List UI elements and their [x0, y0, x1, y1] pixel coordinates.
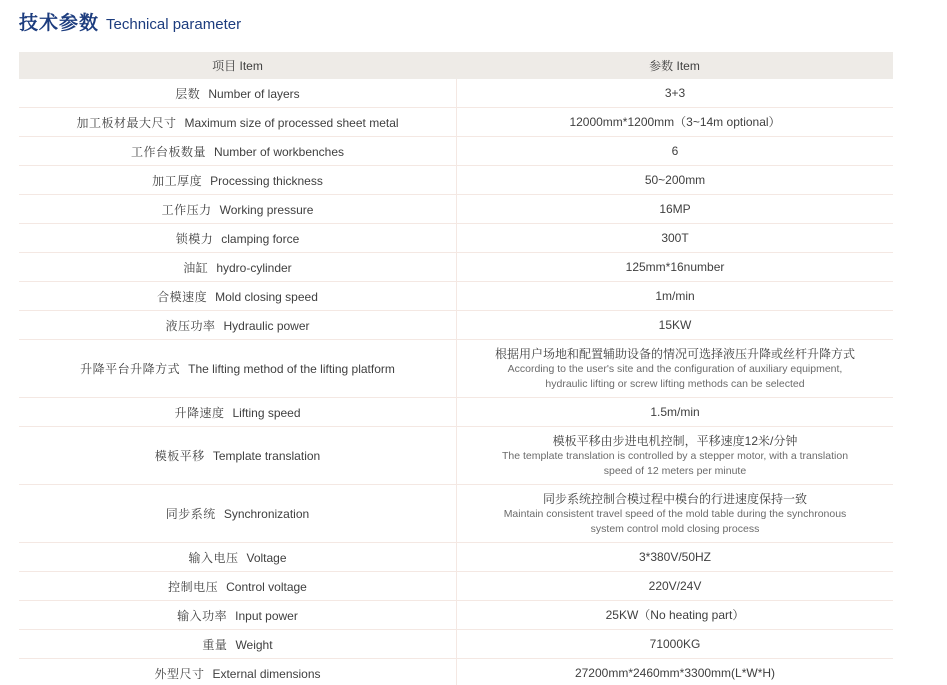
- value-cell: [456, 659, 893, 685]
- item-label: [174, 404, 300, 421]
- item-label-cn: 工作压力: [161, 202, 212, 217]
- value-cell: [456, 485, 893, 542]
- item-label-en: hydro-cylinder: [216, 260, 292, 275]
- item-label-cn: 锁模力: [175, 231, 214, 246]
- item-label: [165, 317, 309, 334]
- value-text: 50~200mm: [644, 173, 706, 187]
- value-cell: [456, 311, 893, 339]
- item-label-cn: 升降速度: [174, 405, 225, 420]
- value-subtext: system control mold closing process: [590, 522, 760, 535]
- item-label-en: Maximum size of processed sheet metal: [184, 115, 399, 130]
- item-label: [162, 201, 314, 218]
- item-label: [76, 114, 398, 131]
- table-row: [19, 601, 893, 630]
- item-label-cn: 输入电压: [188, 550, 239, 565]
- item-cell: [19, 282, 456, 310]
- value-text: 220V/24V: [648, 579, 702, 593]
- table-row: [19, 543, 893, 572]
- item-cell: [19, 543, 456, 571]
- item-label: [183, 259, 291, 276]
- value-text: 300T: [661, 231, 689, 245]
- item-cell: [19, 79, 456, 107]
- item-cell: [19, 398, 456, 426]
- item-label-cn: 同步系统: [165, 507, 216, 521]
- table-header-row: [19, 52, 893, 79]
- table-row: [19, 485, 893, 543]
- item-label-en: Input power: [235, 608, 298, 623]
- page: [0, 8, 947, 685]
- value-cell: [456, 166, 893, 194]
- item-label-cn: 加工厚度: [152, 173, 203, 188]
- item-label: [154, 665, 320, 682]
- item-label-en: Working pressure: [219, 202, 314, 217]
- item-cell: [19, 311, 456, 339]
- value-cell: [456, 108, 893, 136]
- item-label-en: Mold closing speed: [215, 289, 318, 304]
- item-cell: [19, 224, 456, 252]
- value-cell: [456, 427, 893, 484]
- table-row: [19, 195, 893, 224]
- item-label-cn: 控制电压: [168, 579, 219, 594]
- item-label-en: Processing thickness: [210, 173, 323, 188]
- table-row: [19, 253, 893, 282]
- value-subtext: Maintain consistent travel speed of the mold table during the synchronous: [503, 507, 847, 520]
- page-title-cn: 技术参数: [19, 13, 100, 34]
- table-row: [19, 79, 893, 108]
- table-row: [19, 282, 893, 311]
- item-cell: [19, 601, 456, 629]
- value-cell: [456, 601, 893, 629]
- item-label-cn: 模板平移: [154, 449, 205, 463]
- value-text: 27200mm*2460mm*3300mm(L*W*H): [574, 666, 776, 680]
- value-text: 3+3: [664, 86, 686, 100]
- value-text: 模板平移由步进电机控制，平移速度12米/分钟: [552, 433, 798, 448]
- value-cell: [456, 282, 893, 310]
- table-row: [19, 630, 893, 659]
- table-row: [19, 166, 893, 195]
- technical-parameter-table: [19, 52, 893, 685]
- column-header-item: 项目 Item: [212, 59, 263, 73]
- item-cell: [19, 137, 456, 165]
- item-label: [188, 549, 286, 566]
- table-row: [19, 137, 893, 166]
- item-cell: [19, 253, 456, 281]
- item-label: [157, 288, 318, 305]
- item-label: [175, 85, 299, 102]
- item-label-en: Number of workbenches: [213, 144, 345, 159]
- item-cell: [19, 659, 456, 685]
- value-cell: [456, 398, 893, 426]
- item-label: [152, 172, 323, 189]
- value-text: 同步系统控制合模过程中模台的行进速度保持一致: [542, 491, 807, 506]
- item-label-cn: 油缸: [183, 260, 209, 275]
- table-row: [19, 427, 893, 485]
- table-row: [19, 108, 893, 137]
- value-cell: [456, 630, 893, 658]
- item-label: [202, 636, 272, 653]
- table-row: [19, 572, 893, 601]
- item-cell: [19, 630, 456, 658]
- value-text: 16MP: [659, 202, 691, 216]
- table-row: [19, 659, 893, 685]
- item-cell: [19, 195, 456, 223]
- value-cell: [456, 543, 893, 571]
- item-label-cn: 升降平台升降方式: [80, 362, 181, 376]
- item-label-en: clamping force: [221, 231, 300, 246]
- value-text: 6: [671, 144, 679, 158]
- value-cell: [456, 253, 893, 281]
- item-label: [131, 143, 344, 160]
- table-body: [19, 79, 893, 685]
- item-label: [166, 505, 309, 522]
- item-label-cn: 合模速度: [157, 289, 208, 304]
- item-label-cn: 输入功率: [177, 608, 228, 623]
- item-cell: [19, 427, 456, 484]
- item-label-en: Control voltage: [226, 579, 307, 594]
- item-label: [155, 447, 320, 464]
- item-label-en: Hydraulic power: [223, 318, 310, 333]
- item-cell: [19, 485, 456, 542]
- value-text: 1.5m/min: [650, 405, 700, 419]
- item-label: [177, 607, 298, 624]
- value-text: 1m/min: [655, 289, 695, 303]
- item-label-en: Synchronization: [223, 507, 310, 521]
- value-cell: [456, 195, 893, 223]
- value-text: 71000KG: [649, 637, 701, 651]
- item-label-cn: 工作台板数量: [130, 144, 206, 159]
- item-label: [80, 360, 395, 377]
- value-subtext: hydraulic lifting or screw lifting methods can be selected: [545, 377, 805, 390]
- value-text: 125mm*16number: [625, 260, 725, 274]
- column-header-parameter: 参数 Item: [649, 59, 700, 73]
- value-cell: [456, 79, 893, 107]
- item-cell: [19, 572, 456, 600]
- item-cell: [19, 108, 456, 136]
- item-cell: [19, 166, 456, 194]
- page-title-en: Technical parameter: [106, 16, 242, 33]
- value-text: 3*380V/50HZ: [638, 550, 712, 564]
- item-label-en: Number of layers: [208, 86, 300, 101]
- item-label-en: External dimensions: [212, 666, 321, 681]
- value-subtext: The template translation is controlled by a stepper motor, with a translation: [501, 449, 849, 462]
- item-label-en: Voltage: [246, 550, 287, 565]
- value-text: 25KW（No heating part）: [605, 608, 745, 622]
- item-label-cn: 重量: [202, 637, 228, 652]
- item-label-en: Template translation: [212, 449, 321, 463]
- value-cell: [456, 224, 893, 252]
- value-subtext: According to the user's site and the configuration of auxiliary equipment,: [507, 362, 843, 375]
- value-cell: [456, 572, 893, 600]
- item-label-cn: 层数: [175, 86, 201, 101]
- item-label-en: Weight: [235, 637, 273, 652]
- item-label: [168, 578, 307, 595]
- item-label-cn: 外型尺寸: [154, 666, 205, 681]
- page-title: [19, 8, 947, 35]
- value-cell: [456, 137, 893, 165]
- item-label-cn: 加工板材最大尺寸: [76, 115, 177, 130]
- value-cell: [456, 340, 893, 397]
- table-row: [19, 340, 893, 398]
- value-text: 12000mm*1200mm（3~14m optional）: [569, 115, 781, 129]
- item-label-cn: 液压功率: [165, 318, 216, 333]
- value-text: 根据用户场地和配置辅助设备的情况可选择液压升降或丝杆升降方式: [494, 346, 855, 361]
- item-label-en: Lifting speed: [232, 405, 301, 420]
- item-label: [176, 230, 300, 247]
- table-row: [19, 398, 893, 427]
- item-label-en: The lifting method of the lifting platform: [188, 362, 395, 376]
- table-row: [19, 224, 893, 253]
- value-subtext: speed of 12 meters per minute: [603, 464, 747, 477]
- value-text: 15KW: [658, 318, 692, 332]
- table-row: [19, 311, 893, 340]
- item-cell: [19, 340, 456, 397]
